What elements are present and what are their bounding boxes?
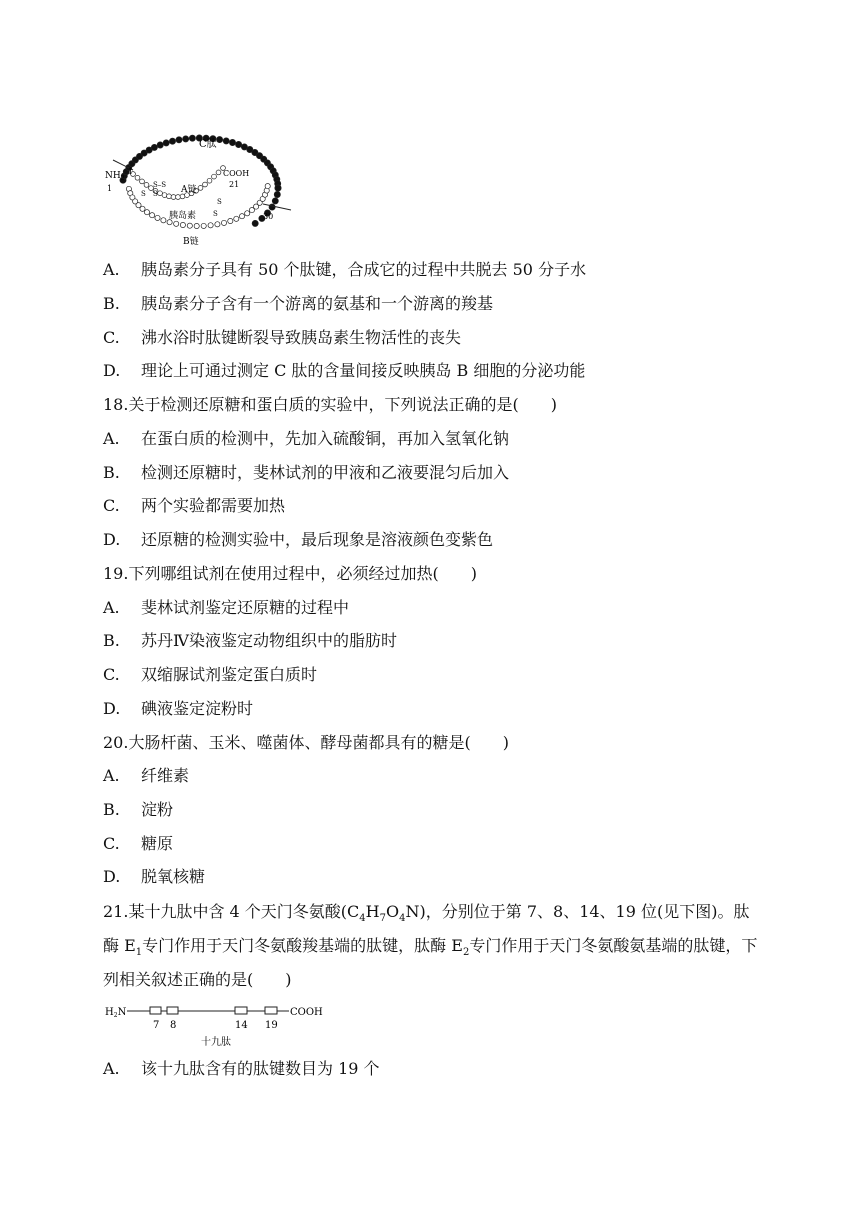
b-chain-bead: [140, 206, 145, 211]
a-chain-bead: [144, 183, 149, 188]
q19-option-a: A. 斐林试剂鉴定还原糖的过程中: [103, 598, 350, 617]
c-peptide-bead: [272, 198, 278, 204]
option-c: C. 沸水浴时肽键断裂导致胰岛素生物活性的丧失: [103, 328, 462, 347]
position-14: 14: [235, 1020, 248, 1031]
c-peptide-bead: [252, 220, 258, 226]
q18-option-b: B. 检测还原糖时，斐林试剂的甲液和乙液要混匀后加入: [103, 463, 510, 482]
a-chain-bead: [207, 178, 212, 183]
residue-8: [167, 1007, 178, 1014]
nh2-label: $NH_2$: [105, 171, 125, 182]
a-chain-bead: [135, 175, 140, 180]
q20-option-b: B. 淀粉: [103, 800, 174, 819]
b-end-number: 30: [263, 212, 274, 221]
q19-option-b: B. 苏丹Ⅳ染液鉴定动物组织中的脂肪时: [103, 631, 397, 650]
disulfide-s-2: S: [153, 190, 158, 198]
arrow-right: [263, 204, 291, 210]
b-chain-bead: [180, 222, 185, 227]
a-chain-bead: [216, 170, 221, 175]
a-chain-bead: [162, 193, 167, 198]
b-chain-bead: [215, 222, 220, 227]
disulfide-s-4: S: [213, 210, 218, 218]
q19-option-d: D. 碘液鉴定淀粉时: [103, 699, 254, 718]
a-chain-bead: [176, 195, 181, 200]
c-peptide-bead: [223, 138, 229, 144]
a-chain-bead: [140, 179, 145, 184]
c-peptide-bead: [183, 136, 189, 142]
b-chain-bead: [174, 221, 179, 226]
residue-19: [265, 1007, 277, 1014]
c-peptide-bead: [157, 142, 163, 148]
a-chain-bead: [171, 195, 176, 200]
b-chain-bead: [245, 211, 250, 216]
option-a: A. 胰岛素分子具有 50 个肽键，合成它的过程中共脱去 50 分子水: [103, 260, 587, 279]
b-chain-bead: [144, 210, 149, 215]
a-chain-bead: [167, 194, 172, 199]
q20-option-d: D. 脱氧核糖: [103, 867, 206, 886]
option-d: D. 理论上可通过测定 C 肽的含量间接反映胰岛 B 细胞的分泌功能: [103, 361, 586, 380]
a-chain-label: A链: [181, 185, 197, 195]
q18-option-c: C. 两个实验都需要加热: [103, 496, 286, 515]
c-peptide-bead: [229, 139, 235, 145]
c-peptide-bead: [163, 140, 169, 146]
a-chain-bead: [198, 186, 203, 191]
b-start-number: 1: [107, 184, 113, 193]
question-19-stem: 19.下列哪组试剂在使用过程中，必须经过加热( ): [103, 564, 477, 583]
insulin-diagram: [103, 124, 303, 249]
nonadecapeptide-diagram: [103, 1001, 333, 1049]
a-chain-bead: [203, 182, 208, 187]
disulfide-bond-1: S–S: [153, 181, 167, 189]
disulfide-s-3: S: [217, 198, 222, 206]
c-peptide-bead: [217, 137, 223, 143]
c-peptide-bead: [274, 191, 280, 197]
q18-option-d: D. 还原糖的检测实验中，最后现象是溶液颜色变紫色: [103, 530, 494, 549]
q18-option-a: A. 在蛋白质的检测中，先加入硫酸铜，再加入氢氧化钠: [103, 429, 510, 448]
q20-option-c: C. 糖原: [103, 834, 174, 853]
option-b: B. 胰岛素分子含有一个游离的氨基和一个游离的羧基: [103, 294, 494, 313]
position-19: 19: [265, 1020, 278, 1031]
c-peptide-bead: [236, 141, 242, 147]
b-chain-label: B链: [183, 237, 199, 247]
h2n-label: $H_2N$: [105, 1007, 127, 1019]
b-chain-bead: [234, 216, 239, 221]
c-peptide-bead: [269, 204, 275, 210]
c-peptide-bead: [275, 185, 281, 191]
a-start-number: 1: [128, 167, 134, 176]
a-chain-bead: [212, 174, 217, 179]
question-20-stem: 20.大肠杆菌、玉米、噬菌体、酵母菌都具有的糖是( ): [103, 733, 509, 752]
c-peptide-bead: [189, 135, 195, 141]
cooh-label: COOH: [223, 169, 250, 178]
residue-14: [235, 1007, 247, 1014]
b-chain-bead: [265, 184, 270, 189]
c-peptide-bead: [151, 144, 157, 150]
position-8: 8: [170, 1020, 177, 1031]
b-chain-bead: [201, 223, 206, 228]
c-peptide-label: C肽: [199, 139, 217, 150]
insulin-label: 胰岛素: [169, 211, 197, 221]
figure-caption: 十九肽: [201, 1037, 231, 1048]
q20-option-a: A. 纤维素: [103, 766, 190, 785]
residue-7: [150, 1007, 161, 1014]
question-18-stem: 18.关于检测还原糖和蛋白质的实验中，下列说法正确的是( ): [103, 395, 557, 414]
a-end-number: 21: [229, 180, 240, 189]
a-chain-bead: [158, 191, 163, 196]
disulfide-s-1: S: [141, 190, 146, 198]
b-chain-bead: [155, 215, 160, 220]
b-chain-bead: [239, 214, 244, 219]
q19-option-c: C. 双缩脲试剂鉴定蛋白质时: [103, 665, 318, 684]
cooh-label: COOH: [290, 1007, 323, 1018]
c-peptide-bead: [176, 137, 182, 143]
position-7: 7: [153, 1020, 160, 1031]
q21-option-a: A. 该十九肽含有的肽键数目为 19 个: [103, 1059, 380, 1078]
b-chain-bead: [161, 218, 166, 223]
b-chain-bead: [194, 223, 199, 228]
b-chain-bead: [221, 220, 226, 225]
c-peptide-bead: [169, 138, 175, 144]
question-21-stem: 21.某十九肽中含 4 个天门冬氨酸$(C_4H_7O_4N)$，分别位于第 7、8、14、19 位(见下图)。肽酶 $E_1$专门作用于天门冬氨酸羧基端的肽键，肽酶 $E_2$专门作用于天门冬氨酸氨基端的肽键，下列相关叙述正确的是( ): [103, 902, 758, 989]
b-chain-bead: [208, 223, 213, 228]
b-chain-bead: [228, 218, 233, 223]
b-chain-bead: [150, 213, 155, 218]
b-chain-bead: [187, 223, 192, 228]
